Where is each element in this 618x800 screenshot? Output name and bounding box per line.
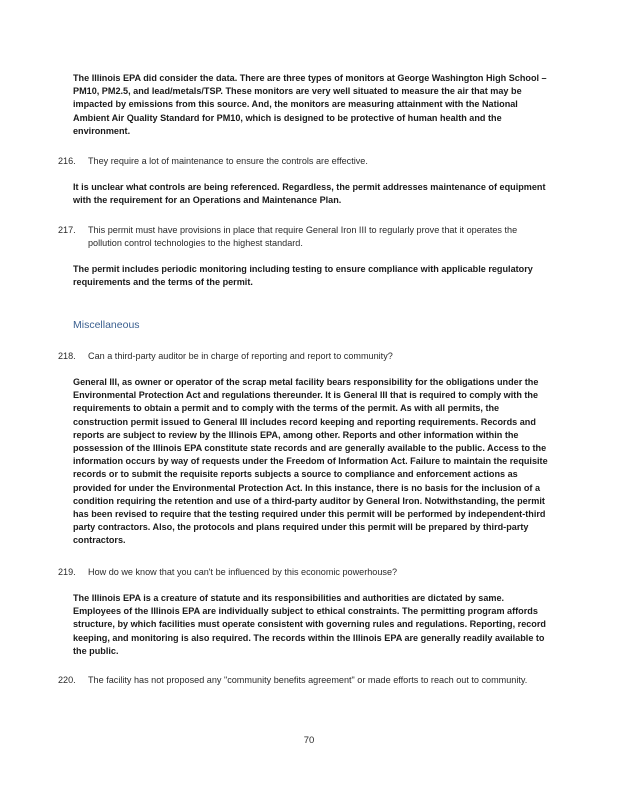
question-number: 219. bbox=[58, 567, 76, 577]
question-number: 216. bbox=[58, 156, 76, 166]
question-text: How do we know that you can't be influenced by this economic powerhouse? bbox=[88, 567, 398, 577]
question-text: Can a third-party auditor be in charge of reporting and report to community? bbox=[88, 351, 393, 361]
question-216 bbox=[58, 155, 550, 168]
question-217 bbox=[58, 224, 550, 250]
response-paragraph-219: The Illinois EPA is a creature of statute and its responsibilities and authorities are dictated by same. Employees of the Illinois EPA are individually subject to ethical constraints. The permitting program affords structure, by which facilities must operate consistent with governing rules and regulations. Reporting, record keeping, and monitoring is also required. The records within the Illinois EPA are generally readily available to the public. bbox=[73, 593, 546, 656]
response-paragraph-218: General III, as owner or operator of the scrap metal facility bears responsibility for the obligations under the Environmental Protection Act and regulations thereunder. It is General III that is required to comply with the requirements to obtain a permit and to comply with the terms of the permit. As with all permits, the construction permit issued to General III includes record keeping and reporting requirements. Records and reports are subject to review by the Illinois EPA, among other. Reports and other information within the possession of the Illinois EPA constitute state records and are generally available to the public. Access to the information occurs by way of requests under the Freedom of Information Act. Failure to maintain the requisite records or to submit the requisite reports subjects a source to compliance and enforcement actions as provided for under the Environmental Protection Act. In this instance, there is no basis for the inclusion of a condition requiring the retention and use of a third-party auditor by General Iron. Notwithstanding, the permit has been revised to require that the testing required under this permit will be performed by independent-third party contractors. Also, the protocols and plans required under this permit will be prepared by third-party contractors. bbox=[73, 377, 548, 546]
question-text: This permit must have provisions in place that require General Iron III to regularly prove that it operates the pollution control technologies to the highest standard. bbox=[88, 225, 518, 249]
section-heading: Miscellaneous bbox=[73, 319, 140, 331]
question-text: They require a lot of maintenance to ensure the controls are effective. bbox=[88, 156, 368, 166]
question-218 bbox=[58, 350, 550, 363]
response-paragraph-216: It is unclear what controls are being referenced. Regardless, the permit addresses maintenance of equipment with the requirement for an Operations and Maintenance Plan. bbox=[73, 182, 546, 206]
question-220 bbox=[58, 674, 550, 687]
question-219 bbox=[58, 566, 550, 579]
response-paragraph-215: The Illinois EPA did consider the data. There are three types of monitors at George Washington High School – PM10, PM2.5, and lead/metals/TSP. These monitors are very well situated to measure the air that may be impacted by emissions from this source. And, the monitors are measuring attainment with the National Ambient Air Quality Standard for PM10, which is designed to be protective of human health and the environment. bbox=[73, 73, 547, 136]
page-number: 70 bbox=[303, 735, 315, 746]
response-paragraph-217: The permit includes periodic monitoring including testing to ensure compliance with applicable regulatory requirements and the terms of the permit. bbox=[73, 264, 533, 288]
question-text: The facility has not proposed any "community benefits agreement" or made efforts to reach out to community. bbox=[88, 675, 528, 685]
question-number: 218. bbox=[58, 351, 76, 361]
question-number: 220. bbox=[58, 675, 76, 685]
question-number: 217. bbox=[58, 225, 76, 235]
